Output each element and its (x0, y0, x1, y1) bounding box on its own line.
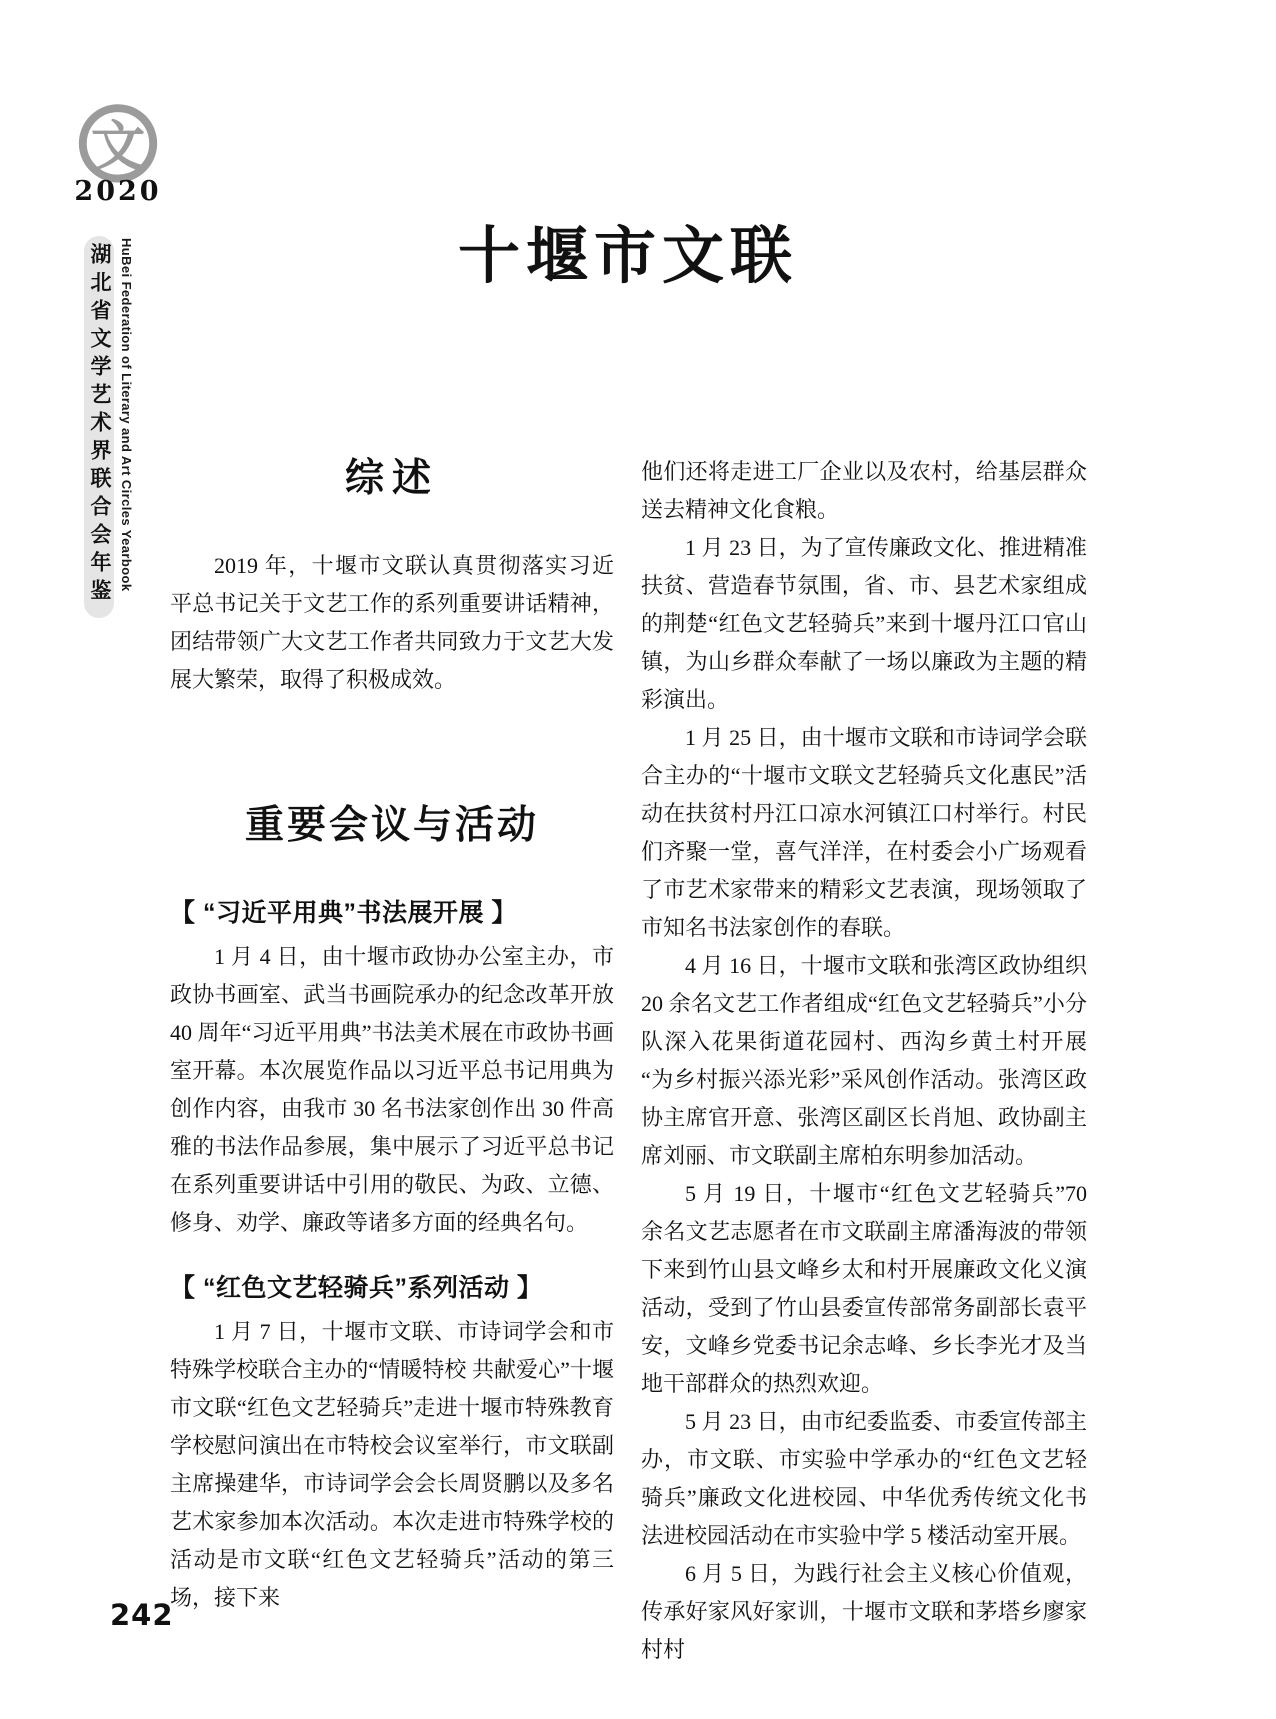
sidebar-title-cn: 湖北省文学艺术界联合会年鉴 (84, 236, 114, 618)
right-column (641, 453, 1087, 1669)
left-column (170, 453, 614, 1617)
page-title: 十堰市文联 (457, 223, 798, 291)
svg-text:文: 文 (90, 116, 146, 178)
event-paragraph-jan25: 1 月 25 日，由十堰市文联和市诗词学会联合主办的“十堰市文联文艺轻骑兵文化惠民”活动在扶贫村丹江口凉水河镇江口村举行。村民们齐聚一堂，喜气洋洋，在村委会小广场观看了市艺术家带来的精彩文艺表演，现场领取了市知名书法家创作的春联。 (641, 725, 1087, 940)
logo-year: 2020 (74, 176, 162, 207)
continuation-paragraph: 他们还将走进工厂企业以及农村，给基层群众送去精神文化食粮。 (641, 459, 1087, 522)
page-number: 242 (110, 1598, 174, 1632)
meetings-heading: 重要会议与活动 (244, 804, 539, 847)
sidebar-title-en: HuBei Federation of Literary and Art Circles Yearbook (119, 238, 134, 592)
section-title-calligraphy-exhibition: 【 “习近平用典”书法展开展 】 (170, 899, 517, 927)
section-paragraph-red-art-cavalry: 1 月 7 日，十堰市文联、市诗词学会和市特殊学校联合主办的“情暖特校 共献爱心”十堰市文联“红色文艺轻骑兵”走进十堰市特殊教育学校慰问演出在市特校会议室举行，市文联副主席操建华，市诗词学会会长周贤鹏以及多名艺术家参加本次活动。本次走进市特殊学校的活动是市文联“红色文艺轻骑兵”活动的第三场，接下来 (170, 1319, 614, 1610)
event-paragraph-apr16: 4 月 16 日，十堰市文联和张湾区政协组织 20 余名文艺工作者组成“红色文艺轻骑兵”小分队深入花果街道花园村、西沟乡黄土村开展“为乡村振兴添光彩”采风创作活动。张湾区政协主席官开意、张湾区副区长肖旭、政协副主席刘丽、市文联副主席柏东明参加活动。 (641, 953, 1087, 1168)
section-title-red-art-cavalry: 【 “红色文艺轻骑兵”系列活动 】 (170, 1274, 543, 1302)
event-paragraph-jun5: 6 月 5 日，为践行社会主义核心价值观，传承好家风好家训，十堰市文联和茅塔乡廖家村村 (641, 1561, 1087, 1662)
overview-paragraph: 2019 年，十堰市文联认真贯彻落实习近平总书记关于文艺工作的系列重要讲话精神，团结带领广大文艺工作者共同致力于文艺大发展大繁荣，取得了积极成效。 (170, 553, 614, 692)
event-paragraph-jan23: 1 月 23 日，为了宣传廉政文化、推进精准扶贫、营造春节氛围，省、市、县艺术家组成的荆楚“红色文艺轻骑兵”来到十堰丹江口官山镇，为山乡群众奉献了一场以廉政为主题的精彩演出。 (641, 535, 1087, 712)
section-paragraph-calligraphy-exhibition: 1 月 4 日，由十堰市政协办公室主办，市政协书画室、武当书画院承办的纪念改革开放 40 周年“习近平用典”书法美术展在市政协书画室开幕。本次展览作品以习近平总书记用典为创作内容，由我市 30 名书法家创作出 30 件高雅的书法作品参展，集中展示了习近平总书记在系列重要讲话中引用的敬民、为政、立德、修身、劝学、廉政等诸多方面的经典名句。 (170, 944, 614, 1235)
event-paragraph-may23: 5 月 23 日，由市纪委监委、市委宣传部主办，市文联、市实验中学承办的“红色文艺轻骑兵”廉政文化进校园、中华优秀传统文化书法进校园活动在市实验中学 5 楼活动室开展。 (641, 1409, 1087, 1548)
event-paragraph-may19: 5 月 19 日，十堰市“红色文艺轻骑兵”70 余名文艺志愿者在市文联副主席潘海波的带领下来到竹山县文峰乡太和村开展廉政文化义演活动，受到了竹山县委宣传部常务副部长袁平安，文峰乡党委书记余志峰、乡长李光才及当地干部群众的热烈欢迎。 (641, 1181, 1087, 1396)
overview-heading: 综述 (344, 457, 439, 500)
